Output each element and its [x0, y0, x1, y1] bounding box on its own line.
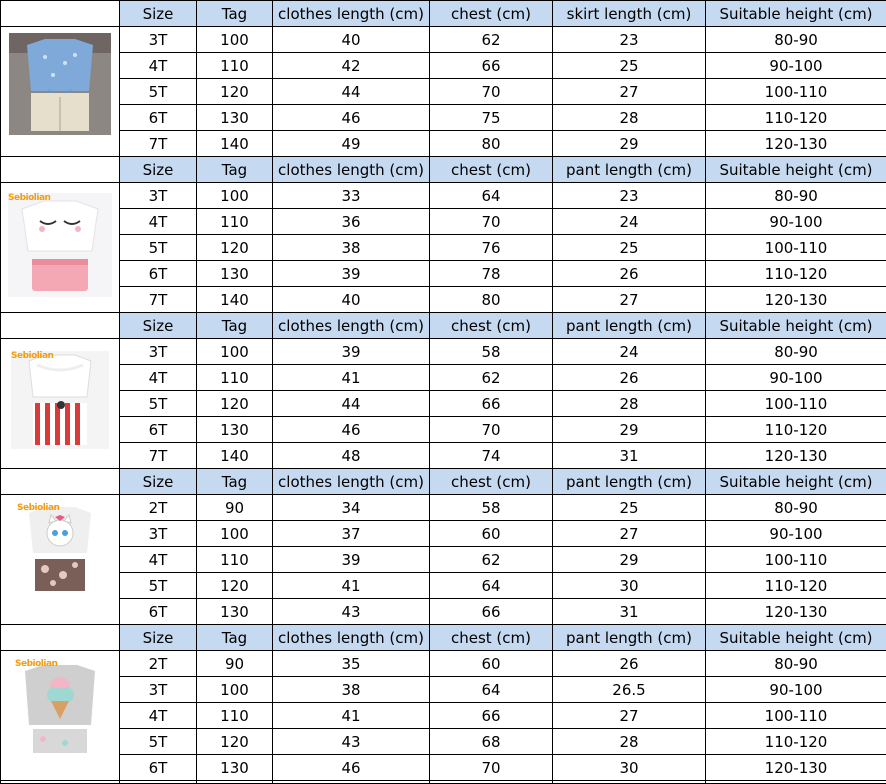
cell-clothes-length: 41: [273, 573, 430, 599]
cell-size: 5T: [120, 729, 197, 755]
cell-clothes-length: 43: [273, 729, 430, 755]
table-row: [1, 729, 886, 755]
cell-clothes-length: 44: [273, 391, 430, 417]
cell-size: 7T: [120, 287, 197, 313]
cell-tag: 110: [197, 547, 273, 573]
cell-chest: 70: [430, 417, 553, 443]
cell-bottom-length: 31: [553, 443, 706, 469]
cell-clothes-length: 43: [273, 599, 430, 625]
cell-clothes-length: 49: [273, 131, 430, 157]
cell-tag: 100: [197, 27, 273, 53]
cell-bottom-length: 26: [553, 651, 706, 677]
cell-size: 3T: [120, 339, 197, 365]
cell-bottom-length: 29: [553, 131, 706, 157]
column-header-size: Size: [120, 313, 197, 339]
cell-bottom-length: 28: [553, 729, 706, 755]
empty-cell: [706, 781, 886, 784]
column-header-tag: Tag: [197, 1, 273, 27]
cell-tag: 90: [197, 495, 273, 521]
cell-clothes-length: 38: [273, 677, 430, 703]
cell-chest: 76: [430, 235, 553, 261]
product-image-cell: [1, 183, 120, 313]
brand-logo: Sebiolian: [17, 503, 59, 513]
cell-tag: 120: [197, 729, 273, 755]
cell-suitable-height: 100-110: [706, 703, 886, 729]
cell-tag: 110: [197, 53, 273, 79]
trailing-row: [1, 781, 886, 784]
cell-chest: 66: [430, 53, 553, 79]
cell-chest: 62: [430, 547, 553, 573]
cell-chest: 70: [430, 79, 553, 105]
cell-suitable-height: 100-110: [706, 235, 886, 261]
cell-suitable-height: 90-100: [706, 53, 886, 79]
cell-tag: 130: [197, 755, 273, 781]
column-header-suitable-height: Suitable height (cm): [706, 469, 886, 495]
cell-suitable-height: 90-100: [706, 521, 886, 547]
cell-bottom-length: 25: [553, 53, 706, 79]
cell-tag: 130: [197, 599, 273, 625]
cell-tag: 120: [197, 391, 273, 417]
product-image-cell: [1, 495, 120, 625]
cell-bottom-length: 27: [553, 521, 706, 547]
cell-chest: 58: [430, 339, 553, 365]
header-row: [1, 625, 886, 651]
cell-size: 7T: [120, 131, 197, 157]
cell-clothes-length: 37: [273, 521, 430, 547]
cell-tag: 120: [197, 573, 273, 599]
cell-clothes-length: 46: [273, 755, 430, 781]
table-row: [1, 131, 886, 157]
column-header-size: Size: [120, 157, 197, 183]
brand-logo: Sebiolian: [8, 193, 50, 203]
cell-clothes-length: 40: [273, 287, 430, 313]
cell-chest: 60: [430, 651, 553, 677]
column-header-bottom-length: pant length (cm): [553, 469, 706, 495]
cell-suitable-height: 110-120: [706, 573, 886, 599]
cell-clothes-length: 41: [273, 365, 430, 391]
cell-bottom-length: 27: [553, 79, 706, 105]
blank-cell: [1, 625, 120, 651]
column-header-suitable-height: Suitable height (cm): [706, 1, 886, 27]
cell-bottom-length: 26: [553, 365, 706, 391]
cell-chest: 60: [430, 521, 553, 547]
header-row: [1, 1, 886, 27]
cell-chest: 62: [430, 27, 553, 53]
cell-chest: 70: [430, 755, 553, 781]
table-row: [1, 105, 886, 131]
cell-tag: 120: [197, 79, 273, 105]
cell-size: 3T: [120, 183, 197, 209]
empty-cell: [430, 781, 553, 784]
cell-size: 3T: [120, 27, 197, 53]
table-row: [1, 235, 886, 261]
table-row: [1, 599, 886, 625]
cell-size: 4T: [120, 703, 197, 729]
table-row: [1, 677, 886, 703]
table-row: [1, 443, 886, 469]
cell-clothes-length: 42: [273, 53, 430, 79]
cell-suitable-height: 80-90: [706, 27, 886, 53]
column-header-bottom-length: pant length (cm): [553, 157, 706, 183]
column-header-bottom-length: pant length (cm): [553, 625, 706, 651]
cell-tag: 110: [197, 365, 273, 391]
cell-bottom-length: 28: [553, 391, 706, 417]
column-header-chest: chest (cm): [430, 625, 553, 651]
cell-suitable-height: 90-100: [706, 209, 886, 235]
table-row: [1, 391, 886, 417]
column-header-clothes-length: clothes length (cm): [273, 157, 430, 183]
cell-clothes-length: 41: [273, 703, 430, 729]
column-header-chest: chest (cm): [430, 469, 553, 495]
cell-size: 6T: [120, 755, 197, 781]
cell-bottom-length: 23: [553, 183, 706, 209]
cell-bottom-length: 24: [553, 209, 706, 235]
cell-clothes-length: 33: [273, 183, 430, 209]
product-photo: [8, 193, 112, 297]
cell-tag: 140: [197, 443, 273, 469]
cell-suitable-height: 100-110: [706, 79, 886, 105]
cell-chest: 64: [430, 677, 553, 703]
cell-size: 5T: [120, 235, 197, 261]
cell-suitable-height: 80-90: [706, 651, 886, 677]
cell-bottom-length: 28: [553, 105, 706, 131]
cell-size: 6T: [120, 417, 197, 443]
cell-size: 7T: [120, 443, 197, 469]
cell-size: 5T: [120, 573, 197, 599]
cell-suitable-height: 110-120: [706, 105, 886, 131]
cell-chest: 75: [430, 105, 553, 131]
table-row: [1, 209, 886, 235]
cell-tag: 130: [197, 417, 273, 443]
cell-suitable-height: 120-130: [706, 443, 886, 469]
cell-size: 6T: [120, 105, 197, 131]
cell-bottom-length: 25: [553, 235, 706, 261]
cell-suitable-height: 120-130: [706, 599, 886, 625]
cell-tag: 100: [197, 677, 273, 703]
table-row: [1, 339, 886, 365]
cell-clothes-length: 48: [273, 443, 430, 469]
cell-chest: 66: [430, 703, 553, 729]
column-header-clothes-length: clothes length (cm): [273, 469, 430, 495]
product-image-cell: [1, 651, 120, 781]
table-row: [1, 27, 886, 53]
column-header-size: Size: [120, 1, 197, 27]
column-header-suitable-height: Suitable height (cm): [706, 157, 886, 183]
cell-bottom-length: 27: [553, 287, 706, 313]
cell-size: 5T: [120, 391, 197, 417]
header-row: [1, 313, 886, 339]
product-image-cell: [1, 339, 120, 469]
column-header-size: Size: [120, 469, 197, 495]
cell-bottom-length: 30: [553, 573, 706, 599]
column-header-chest: chest (cm): [430, 313, 553, 339]
table-row: [1, 651, 886, 677]
cell-chest: 68: [430, 729, 553, 755]
cell-clothes-length: 40: [273, 27, 430, 53]
product-photo: [11, 351, 109, 449]
cell-tag: 130: [197, 105, 273, 131]
cell-tag: 110: [197, 703, 273, 729]
cell-size: 5T: [120, 79, 197, 105]
column-header-tag: Tag: [197, 625, 273, 651]
cell-suitable-height: 110-120: [706, 729, 886, 755]
cell-chest: 80: [430, 287, 553, 313]
cell-suitable-height: 90-100: [706, 365, 886, 391]
cell-suitable-height: 110-120: [706, 417, 886, 443]
cell-bottom-length: 31: [553, 599, 706, 625]
cell-clothes-length: 34: [273, 495, 430, 521]
cell-chest: 66: [430, 391, 553, 417]
cell-tag: 130: [197, 261, 273, 287]
header-row: [1, 157, 886, 183]
column-header-clothes-length: clothes length (cm): [273, 625, 430, 651]
cell-bottom-length: 25: [553, 495, 706, 521]
cell-clothes-length: 35: [273, 651, 430, 677]
cell-clothes-length: 39: [273, 261, 430, 287]
cell-suitable-height: 80-90: [706, 495, 886, 521]
cell-clothes-length: 39: [273, 547, 430, 573]
cell-clothes-length: 44: [273, 79, 430, 105]
column-header-suitable-height: Suitable height (cm): [706, 313, 886, 339]
cell-clothes-length: 39: [273, 339, 430, 365]
cell-bottom-length: 29: [553, 417, 706, 443]
product-photo: [17, 503, 103, 595]
empty-cell: [273, 781, 430, 784]
cell-chest: 64: [430, 183, 553, 209]
cell-size: 4T: [120, 53, 197, 79]
cell-suitable-height: 100-110: [706, 391, 886, 417]
cell-suitable-height: 100-110: [706, 547, 886, 573]
cell-tag: 100: [197, 183, 273, 209]
empty-cell: [120, 781, 197, 784]
cell-chest: 78: [430, 261, 553, 287]
blank-cell: [1, 313, 120, 339]
blank-cell: [1, 157, 120, 183]
column-header-tag: Tag: [197, 313, 273, 339]
cell-size: 4T: [120, 209, 197, 235]
cell-clothes-length: 38: [273, 235, 430, 261]
table-row: [1, 417, 886, 443]
table-row: [1, 521, 886, 547]
column-header-bottom-length: skirt length (cm): [553, 1, 706, 27]
cell-size: 6T: [120, 261, 197, 287]
product-photo: [15, 659, 105, 757]
column-header-tag: Tag: [197, 469, 273, 495]
empty-cell: [197, 781, 273, 784]
column-header-size: Size: [120, 625, 197, 651]
blank-cell: [1, 469, 120, 495]
cell-clothes-length: 36: [273, 209, 430, 235]
cell-size: 2T: [120, 495, 197, 521]
cell-tag: 140: [197, 287, 273, 313]
cell-tag: 100: [197, 521, 273, 547]
table-row: [1, 703, 886, 729]
cell-suitable-height: 90-100: [706, 677, 886, 703]
table-row: [1, 365, 886, 391]
cell-bottom-length: 26: [553, 261, 706, 287]
table-row: [1, 495, 886, 521]
cell-tag: 140: [197, 131, 273, 157]
column-header-suitable-height: Suitable height (cm): [706, 625, 886, 651]
column-header-chest: chest (cm): [430, 157, 553, 183]
cell-clothes-length: 46: [273, 105, 430, 131]
cell-tag: 100: [197, 339, 273, 365]
table-row: [1, 547, 886, 573]
cell-suitable-height: 120-130: [706, 287, 886, 313]
cell-suitable-height: 80-90: [706, 183, 886, 209]
cell-suitable-height: 110-120: [706, 261, 886, 287]
product-photo: [9, 33, 111, 135]
cell-tag: 110: [197, 209, 273, 235]
product-image-cell: [1, 27, 120, 157]
cell-size: 3T: [120, 521, 197, 547]
cell-suitable-height: 120-130: [706, 131, 886, 157]
brand-logo: Sebiolian: [11, 351, 53, 361]
cell-tag: 120: [197, 235, 273, 261]
cell-size: 3T: [120, 677, 197, 703]
table-row: [1, 261, 886, 287]
table-row: [1, 79, 886, 105]
table-row: [1, 573, 886, 599]
cell-chest: 58: [430, 495, 553, 521]
cell-chest: 66: [430, 599, 553, 625]
column-header-clothes-length: clothes length (cm): [273, 313, 430, 339]
cell-tag: 90: [197, 651, 273, 677]
header-row: [1, 469, 886, 495]
table-row: [1, 287, 886, 313]
cell-bottom-length: 27: [553, 703, 706, 729]
cell-size: 4T: [120, 547, 197, 573]
cell-size: 2T: [120, 651, 197, 677]
cell-bottom-length: 26.5: [553, 677, 706, 703]
cell-bottom-length: 29: [553, 547, 706, 573]
blank-cell: [1, 1, 120, 27]
empty-cell: [553, 781, 706, 784]
cell-clothes-length: 46: [273, 417, 430, 443]
cell-suitable-height: 120-130: [706, 755, 886, 781]
column-header-bottom-length: pant length (cm): [553, 313, 706, 339]
cell-size: 4T: [120, 365, 197, 391]
cell-size: 6T: [120, 599, 197, 625]
column-header-chest: chest (cm): [430, 1, 553, 27]
column-header-tag: Tag: [197, 157, 273, 183]
empty-cell: [1, 781, 120, 784]
column-header-clothes-length: clothes length (cm): [273, 1, 430, 27]
cell-chest: 64: [430, 573, 553, 599]
table-row: [1, 53, 886, 79]
table-row: [1, 755, 886, 781]
cell-bottom-length: 30: [553, 755, 706, 781]
cell-chest: 74: [430, 443, 553, 469]
cell-bottom-length: 23: [553, 27, 706, 53]
brand-logo: Sebiolian: [15, 659, 57, 669]
cell-chest: 62: [430, 365, 553, 391]
cell-suitable-height: 80-90: [706, 339, 886, 365]
cell-chest: 80: [430, 131, 553, 157]
cell-chest: 70: [430, 209, 553, 235]
table-row: [1, 183, 886, 209]
cell-bottom-length: 24: [553, 339, 706, 365]
